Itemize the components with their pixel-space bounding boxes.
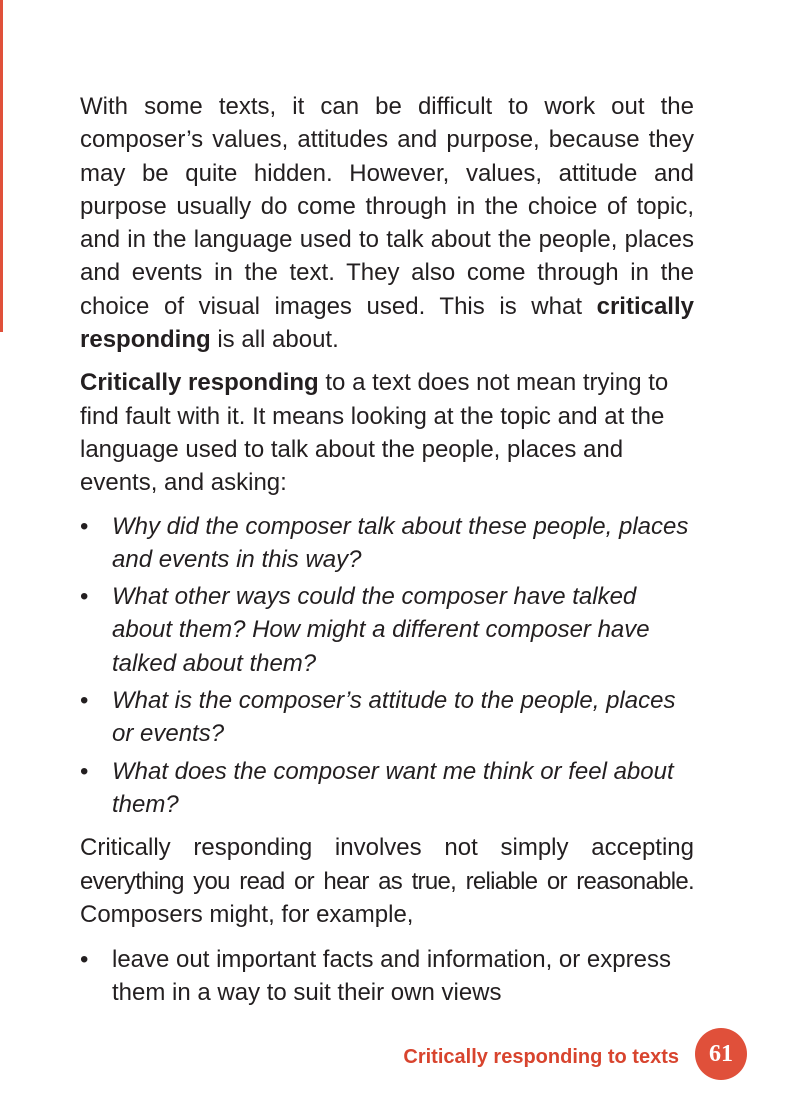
list-item: • What does the composer want me think or feel about them? — [80, 755, 694, 822]
paragraph-1 — [80, 90, 694, 356]
question-list — [80, 510, 694, 822]
paragraph-3 — [80, 831, 694, 931]
list-item: • Why did the composer talk about these people, places and events in this way? — [80, 510, 694, 577]
example-list — [80, 943, 694, 1010]
paragraph-3-line-1: Critically responding involves not simply accepting — [80, 834, 694, 862]
footer-section-title: Critically responding to texts — [403, 1046, 679, 1068]
paragraph-2-bold-term: Critically responding — [80, 369, 319, 397]
page-number-badge: 61 — [695, 1028, 747, 1080]
paragraph-3-line-3: Composers might, for example, — [80, 900, 414, 928]
list-item: • What is the composer’s attitude to the people, places or events? — [80, 684, 694, 751]
page-edge-accent-bar — [0, 0, 3, 332]
paragraph-3-line-2: everything you read or hear as true, reliable or reasonable. — [80, 867, 694, 895]
list-item: • What other ways could the composer have talked about them? How might a different composer have talked about them? — [80, 580, 694, 680]
paragraph-1-bold-term: critically responding — [80, 292, 694, 354]
paragraph-2-text: to a text does not mean trying to find fault with it. It means looking at the topic and at the language used to talk about the people, places and events, and asking: — [80, 369, 669, 497]
paragraph-1-text: With some texts, it can be difficult to work out the composer’s values, attitudes and purpose, because they may be quite hidden. However, values, attitude and purpose usually do come through in the choice of topic, and in the language used to talk about the people, places and events in the text. They also come through in the choice of visual images used. This is what — [80, 93, 694, 320]
list-item: • leave out important facts and information, or express them in a way to suit their own views — [80, 943, 694, 1010]
page-body — [80, 90, 694, 1010]
paragraph-2 — [80, 366, 694, 499]
paragraph-1-text-end: is all about. — [210, 326, 339, 354]
